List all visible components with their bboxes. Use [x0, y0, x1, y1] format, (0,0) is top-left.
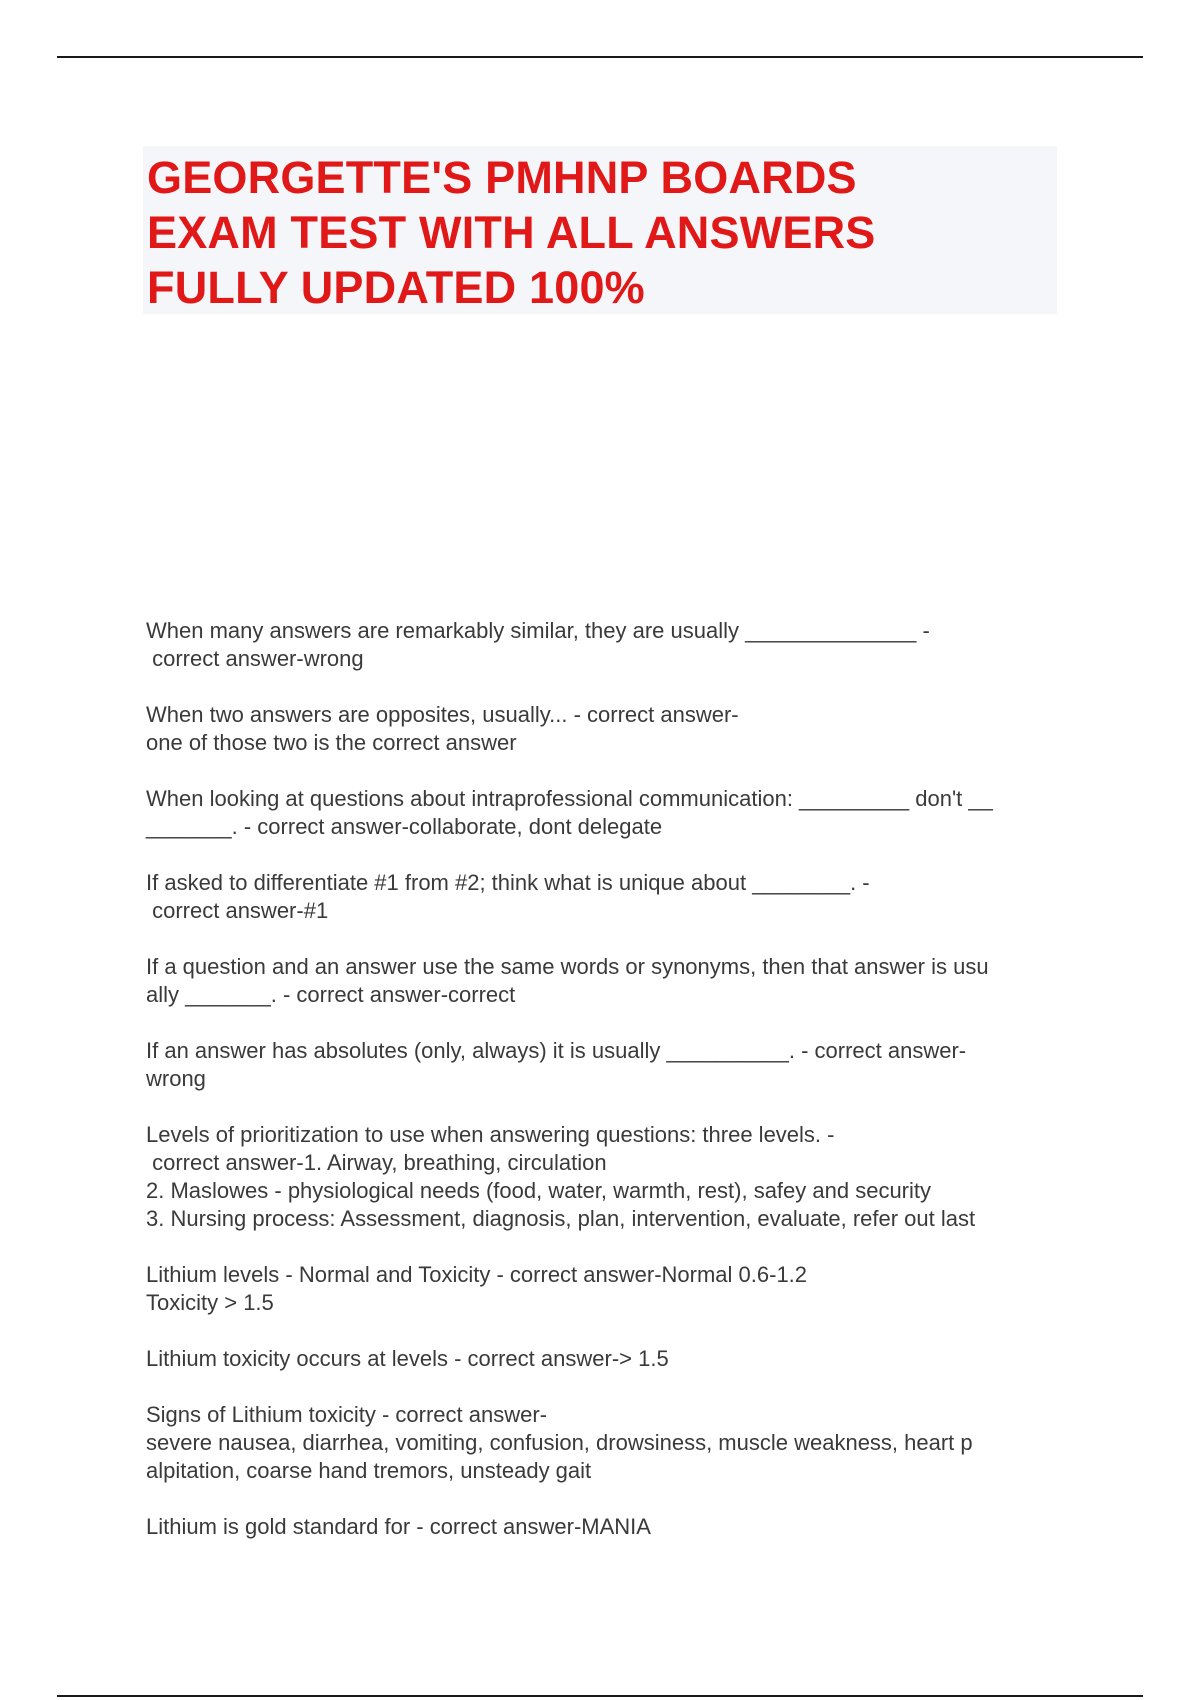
qa-item: [146, 1261, 1066, 1317]
qa-line: Signs of Lithium toxicity - correct answer-: [146, 1402, 548, 1427]
qa-item: [146, 785, 1066, 841]
qa-line: alpitation, coarse hand tremors, unsteady gait: [146, 1458, 592, 1483]
qa-line: Lithium levels - Normal and Toxicity - correct answer-Normal 0.6-1.2: [146, 1262, 808, 1287]
qa-item: [146, 869, 1066, 925]
bottom-divider: [57, 1695, 1143, 1697]
qa-item: [146, 617, 1066, 673]
title-line: FULLY UPDATED 100%: [147, 262, 645, 313]
qa-line: correct answer-wrong: [146, 646, 364, 671]
qa-line: wrong: [146, 1066, 206, 1091]
qa-item: [146, 1513, 1066, 1541]
qa-line: When two answers are opposites, usually... - correct answer-: [146, 702, 739, 727]
qa-item: [146, 1121, 1066, 1233]
qa-line: If asked to differentiate #1 from #2; think what is unique about ________. -: [146, 870, 870, 895]
qa-line: When looking at questions about intraprofessional communication: _________ don't __: [146, 786, 993, 811]
qa-line: correct answer-#1: [146, 898, 329, 923]
qa-item: [146, 1037, 1066, 1093]
qa-line: Lithium toxicity occurs at levels - correct answer-> 1.5: [146, 1346, 669, 1371]
title-line: GEORGETTE'S PMHNP BOARDS: [147, 152, 857, 203]
top-divider: [57, 56, 1143, 58]
qa-line: severe nausea, diarrhea, vomiting, confusion, drowsiness, muscle weakness, heart p: [146, 1430, 973, 1455]
qa-item: [146, 1345, 1066, 1373]
qa-item: [146, 1401, 1066, 1485]
qa-line: _______. - correct answer-collaborate, dont delegate: [146, 814, 663, 839]
qa-line: If a question and an answer use the same words or synonyms, then that answer is usu: [146, 954, 989, 979]
qa-line: If an answer has absolutes (only, always) it is usually __________. - correct answer-: [146, 1038, 967, 1063]
question-answer-list: [146, 617, 1066, 1569]
qa-line: When many answers are remarkably similar, they are usually ______________ -: [146, 618, 930, 643]
qa-item: [146, 953, 1066, 1009]
title-line: EXAM TEST WITH ALL ANSWERS: [147, 207, 876, 258]
qa-line: Lithium is gold standard for - correct answer-MANIA: [146, 1514, 651, 1539]
qa-line: 3. Nursing process: Assessment, diagnosis, plan, intervention, evaluate, refer out last: [146, 1206, 976, 1231]
qa-line: Levels of prioritization to use when answering questions: three levels. -: [146, 1122, 835, 1147]
qa-item: [146, 701, 1066, 757]
document-title-block: [143, 146, 1057, 314]
qa-line: correct answer-1. Airway, breathing, circulation: [146, 1150, 607, 1175]
qa-line: ally _______. - correct answer-correct: [146, 982, 516, 1007]
qa-line: one of those two is the correct answer: [146, 730, 517, 755]
qa-line: Toxicity > 1.5: [146, 1290, 274, 1315]
qa-line: 2. Maslowes - physiological needs (food, water, warmth, rest), safey and security: [146, 1178, 932, 1203]
